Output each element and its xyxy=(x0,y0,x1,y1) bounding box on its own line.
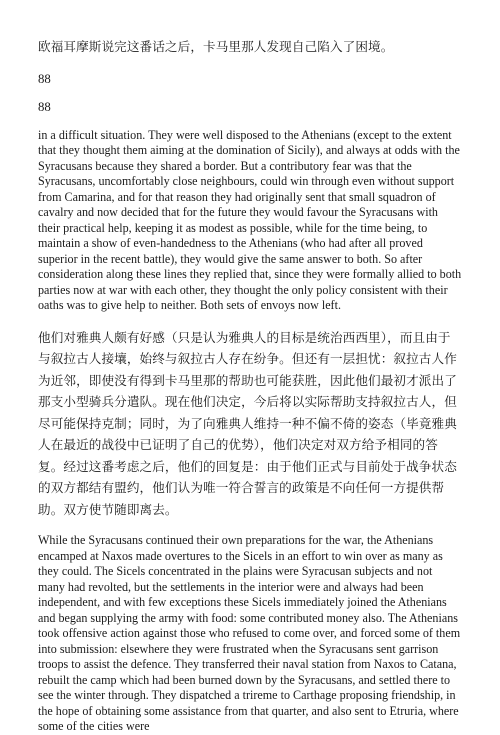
english-paragraph-1: in a difficult situation. They were well disposed to the Athenians (except to the extent that they thought them aiming at the domination of Sicily), and always at odds with the Syracusans because they shared a border. But a contributory fear was that the Syracusans, uncomfortably close neighbours, could win through even without support from Camarina, and for that reason they had originally sent that small squadron of cavalry and now decided that for the future they would favour the Syracusans with their practical help, keeping it as modest as possible, while for the time being, to maintain a show of even-handedness to the Athenians (who had after all proved superior in the recent battle), they would give the same answer to both. So after consideration along these lines they replied that, since they were formally allied to both parties now at war with each other, they thought the only policy consistent with their oaths was to give help to neither. Both sets of envoys now left. xyxy=(38,127,462,312)
chinese-heading-line: 欧福耳摩斯说完这番话之后，卡马里那人发现自己陷入了困境。 xyxy=(38,39,394,54)
document-page xyxy=(38,36,462,735)
english-paragraph-2: While the Syracusans continued their own preparations for the war, the Athenians encamped at Naxos made overtures to the Sicels in an effort to win over as many as they could. The Sicels concentrated in the plains were Syracusan subjects and not many had revolted, but the settlements in the interior were and always had been independent, and with few exceptions these Sicels immediately joined the Athenians and began supplying the army with food: some contributed money also. The Athenians took offensive action against those who refused to come over, and forced some of them into submission: elsewhere they were frustrated when the Syracusans sent garrison troops to assist the defence. They transferred their naval station from Naxos to Catana, rebuilt the camp which had been burned down by the Syracusans, and settled there to see the winter through. They dispatched a trireme to Carthage proposing friendship, in the hope of obtaining some assistance from that quarter, and also sent to Etruria, where some of the cities were xyxy=(38,533,461,733)
page-number: 88 xyxy=(38,71,51,86)
page-number-repeat: 88 xyxy=(38,99,51,114)
chinese-paragraph-translation: 他们对雅典人颇有好感（只是认为雅典人的目标是统治西西里），而且由于与叙拉古人接壤，始终与叙拉古人存在纷争。但还有一层担忧：叙拉古人作为近邻，即使没有得到卡马里那的帮助也可能获胜，因此他们最初才派出了那支小型骑兵分遣队。现在他们决定，今后将以实际帮助支持叙拉古人，但尽可能保持克制；同时，为了向雅典人维持一种不偏不倚的姿态（毕竟雅典人在最近的战役中已证明了自己的优势），他们决定对双方给予相同的答复。经过这番考虑之后，他们的回复是：由于他们正式与目前处于战争状态的双方都结有盟约，他们认为唯一符合誓言的政策是不向任何一方提供帮助。双方使节随即离去。 xyxy=(38,329,457,517)
